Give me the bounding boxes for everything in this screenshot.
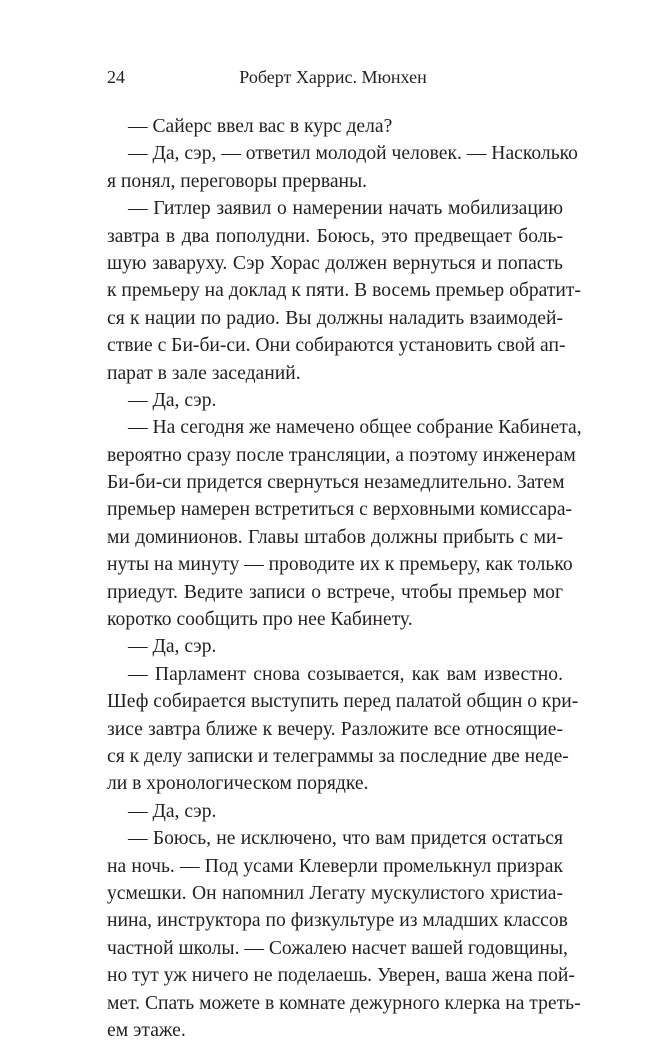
text-line: парат в зале заседаний. (107, 362, 301, 384)
text-line: нуты на минуту — проводите их к премьеру, как только (107, 554, 573, 576)
running-title: Роберт Харрис. Мюнхен (239, 67, 427, 87)
text-line: — Парламент снова созывается, как вам известно. (128, 663, 563, 685)
text-line: усмешки. Он напомнил Легату мускулистого христиа- (107, 882, 563, 904)
text-line: — Сайерс ввел вас в курс дела? (128, 116, 393, 137)
body-text (107, 113, 582, 1044)
text-line: — Боюсь, не исключено, что вам придется остаться (128, 828, 563, 850)
text-line: ся к делу записки и телеграммы за последние две неде- (107, 745, 569, 767)
text-line: приедут. Ведите записи о встрече, чтобы премьер мог (107, 581, 563, 603)
page-number: 24 (107, 67, 125, 87)
text-line: — Да, сэр. (128, 389, 217, 411)
text-line: зисе завтра ближе к вечеру. Разложите все относящие- (107, 718, 563, 740)
text-line: — Да, сэр. (128, 636, 217, 658)
text-line: — Да, сэр. (128, 800, 217, 822)
text-line: шую заваруху. Сэр Хорас должен вернуться и попасть (107, 252, 563, 274)
text-line: к премьеру на доклад к пяти. В восемь премьер обратит- (107, 280, 581, 302)
text-line: на ночь. — Под усами Клеверли промелькнул призрак (107, 855, 563, 877)
text-line: вероятно сразу после трансляции, а поэтому инженерам (107, 444, 576, 466)
text-line: Шеф собирается выступить перед палатой общин о кри- (107, 691, 579, 713)
text-line: Би-би-си придется свернуться незамедлительно. Затем (107, 472, 565, 494)
text-line: премьер намерен встретиться с верховными комиссара- (107, 499, 573, 521)
text-line: коротко сообщить про нее Кабинету. (107, 609, 413, 631)
text-line: — Да, сэр, — ответил молодой человек. — Насколько (128, 143, 578, 165)
running-header (0, 62, 666, 92)
text-line: завтра в два пополудни. Боюсь, это предвещает боль- (107, 225, 563, 247)
text-line: ли в хронологическом порядке. (107, 773, 369, 795)
text-line: нина, инструктора по физкультуре из младших классов (107, 910, 568, 932)
text-line: но тут уж ничего не поделаешь. Уверен, ваша жена пой- (107, 965, 575, 987)
text-line: мет. Спать можете в комнате дежурного клерка на треть- (107, 992, 581, 1014)
text-line: — Гитлер заявил о намерении начать мобилизацию (128, 198, 563, 220)
text-line: ем этаже. (107, 1019, 186, 1041)
text-line: ствие с Би-би-си. Они собираются установить свой ап- (107, 335, 566, 357)
text-line: ми доминионов. Главы штабов должны прибыть с ми- (107, 526, 563, 548)
text-line: частной школы. — Сожалею насчет вашей годовщины, (107, 937, 568, 959)
text-line: — На сегодня же намечено общее собрание Кабинета, (128, 417, 582, 439)
text-line: я понял, переговоры прерваны. (107, 170, 368, 192)
text-line: ся к нации по радио. Вы должны наладить взаимодей- (107, 307, 563, 329)
